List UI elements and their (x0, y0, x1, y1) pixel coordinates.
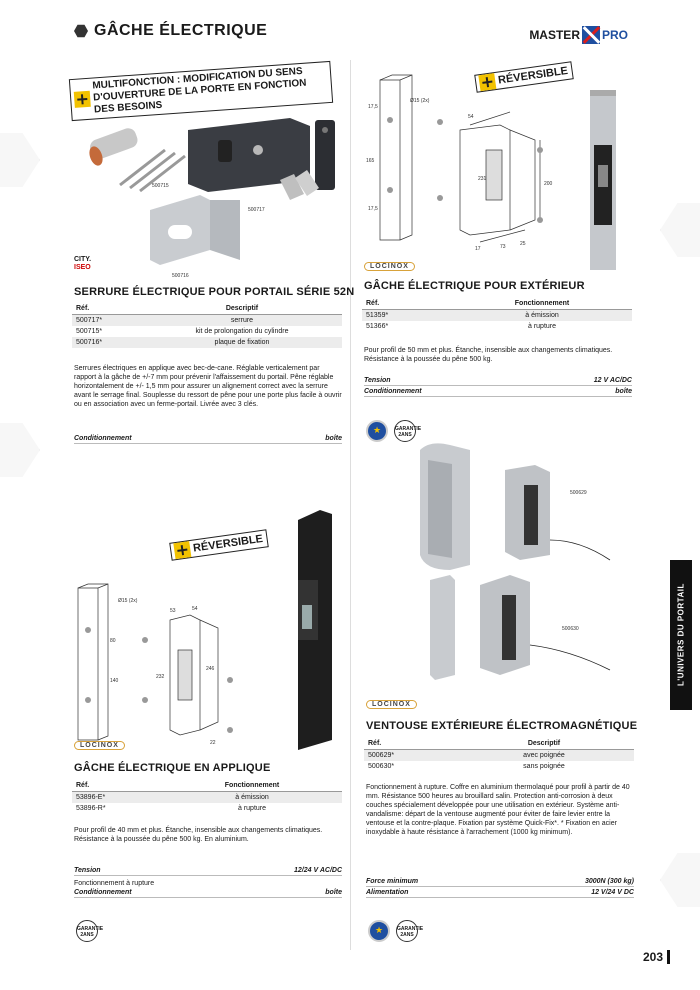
cond-label: Conditionnement (74, 435, 132, 442)
img-label-500716: 500716 (172, 273, 189, 279)
diagram-label: 17 (475, 246, 481, 252)
diagram-label: Ø15 (2x) (118, 598, 138, 604)
eu-quality-badge-icon (366, 420, 388, 442)
locinox-logo: LOCINOX (364, 262, 415, 271)
gache-applique-table (72, 780, 342, 814)
table-row (72, 803, 342, 814)
logo-pro: PRO (601, 28, 628, 42)
cell-desc: plaque de fixation (142, 337, 342, 348)
serrure-conditionnement (74, 434, 342, 444)
cell-ref: 500630* (368, 763, 395, 770)
table-row (72, 315, 342, 327)
img-label-500717: 500717 (248, 207, 265, 213)
tension-label: Tension (74, 867, 101, 874)
gache-applique-conditionnement (74, 888, 342, 898)
gache-applique-description: Pour profil de 40 mm et plus. Étanche, insensible aux changements climatiques. Résistance à la poussée du pêne 500 kg. En aluminium. (74, 827, 323, 843)
ventouse-title: VENTOUSE EXTÉRIEURE ÉLECTROMAGNÉTIQUE (366, 720, 638, 732)
masterpro-logo (529, 26, 628, 44)
table-row (72, 337, 342, 348)
lock-product-image (80, 110, 350, 280)
cell-ref: 500715* (76, 328, 103, 335)
cell-func: à rupture (237, 805, 267, 812)
th-desc: Descriptif (454, 738, 634, 750)
gache-exterieur-title: GÂCHE ÉLECTRIQUE POUR EXTÉRIEUR (364, 280, 585, 292)
locinox-logo: LOCINOX (74, 741, 125, 750)
alim-label: Alimentation (366, 889, 409, 896)
gache-exterieur-tension (364, 376, 632, 386)
gache-applique-tension (74, 866, 342, 876)
table-row (72, 792, 342, 804)
hexagon-icon (74, 24, 88, 38)
img-label-500715: 500715 (152, 183, 169, 189)
logo-master: MASTER (529, 28, 580, 42)
page-number: 203 (643, 950, 670, 964)
th-ref: Réf. (364, 738, 454, 750)
diagram-label: 22 (210, 740, 216, 746)
tension-label: Tension (364, 377, 391, 384)
th-func: Fonctionnement (452, 298, 632, 310)
cell-ref: 500717* (72, 315, 142, 327)
banner-text: RÉVERSIBLE (497, 64, 569, 87)
table-row (364, 750, 634, 762)
logo-cross-icon (582, 26, 600, 44)
table-row (362, 321, 632, 332)
diagram-label: 231 (478, 176, 487, 182)
cell-ref: 500716* (72, 337, 142, 348)
tension-value: 12 V AC/DC (593, 377, 632, 384)
diagram-label: Ø15 (2x) (410, 98, 430, 104)
cond-label: Conditionnement (364, 388, 422, 395)
cond-label: Conditionnement (74, 889, 132, 896)
cell-ref: 51366* (366, 323, 389, 330)
diagram-label: 73 (500, 244, 506, 250)
gache-exterieur-description: Pour profil de 50 mm et plus. Étanche, insensible aux changements climatiques. Résistance à la poussée du pêne 500 kg. (364, 347, 613, 363)
banner-text: MULTIFONCTION : MODIFICATION DU SENS D'OUVERTURE DE LA PORTE EN FONCTION DES BESOINS (92, 65, 307, 116)
th-ref: Réf. (362, 298, 452, 310)
gache-exterieur-conditionnement (364, 387, 632, 397)
cell-ref: 51359* (362, 310, 452, 322)
th-func: Fonctionnement (162, 780, 342, 792)
diagram-label: 165 (366, 158, 375, 164)
cell-desc: serrure (142, 315, 342, 327)
gache-applique-title: GÂCHE ÉLECTRIQUE EN APPLIQUE (74, 762, 271, 774)
diagram-label: 54 (468, 114, 474, 120)
cond-value: boîte (615, 388, 632, 395)
img-label-500630: 500630 (562, 626, 579, 632)
ventouse-force (366, 877, 634, 887)
diagram-label: 17,5 (368, 104, 378, 110)
serrure-title: SERRURE ÉLECTRIQUE POUR PORTAIL SÉRIE 52N (74, 286, 355, 298)
plus-icon (478, 73, 496, 91)
th-ref: Réf. (72, 303, 142, 315)
diagram-label: 53 (170, 608, 176, 614)
th-desc: Descriptif (142, 303, 342, 315)
serrure-table (72, 303, 342, 348)
img-label-500629: 500629 (570, 490, 587, 496)
diagram-label: 232 (156, 674, 165, 680)
cond-value: boîte (325, 889, 342, 896)
cell-desc: sans poignée (523, 763, 565, 770)
th-ref: Réf. (72, 780, 162, 792)
cell-func: à émission (162, 792, 342, 804)
guarantee-2ans-badge: GARANTIE 2ANS (396, 920, 418, 942)
ventouse-description: Fonctionnement à rupture. Coffre en aluminium thermolaqué pour profil à partir de 40 mm. Résistance 500 heures au brouillard salin. Protection anti-corrosion à deux couches spécialement développée pour une utilisation en extérieur. Système anti-vandalisme: départ de la ventouse augmenté pour éviter de faire levier entre la ventouse et la contre-plaque. Fixation par système Quick-Fix*. * Fixation en acier inoxydable à haute résistance à l'arrachement (1000 kg minimum). (366, 784, 630, 836)
cell-ref: 53896-E* (72, 792, 162, 804)
serrure-description: Serrures électriques en applique avec bec-de-cane. Réglable verticalement par rapport à la gâche de +/-7 mm pour prévenir l'affaissement du portail. Pêne réglable horizontalement de +/- 1,5 mm pour assurer un alignement correct avec la serrure avant le serrage final. Souplesse du ressort de pêne pour une porte plus facile à ouvrir ou en association avec un ferme-portail. Livrée avec 3 clés. (74, 365, 342, 408)
table-row (362, 310, 632, 322)
gache-exterieur-table (362, 298, 632, 332)
cell-func: à rupture (527, 323, 557, 330)
city-logo-text: CITY. (74, 256, 92, 263)
alim-value: 12 V/24 V DC (591, 889, 634, 896)
guarantee-2ans-badge: GARANTIE 2ANS (76, 920, 98, 942)
banner-text: RÉVERSIBLE (192, 532, 264, 555)
table-row (364, 761, 634, 772)
side-tab-univers-portail: L'UNIVERS DU PORTAIL (670, 560, 692, 710)
diagram-label: 246 (206, 666, 215, 672)
cell-ref: 53896-R* (76, 805, 106, 812)
page-title-text: GÂCHE ÉLECTRIQUE (94, 22, 268, 39)
column-divider (350, 60, 351, 950)
ventouse-alimentation (366, 888, 634, 898)
city-iseo-logo (74, 256, 91, 272)
ventouse-product-image (410, 430, 640, 680)
locinox-logo: LOCINOX (366, 700, 417, 709)
table-row (72, 326, 342, 337)
gache-exterieur-diagram (360, 70, 640, 270)
cell-ref: 500629* (364, 750, 454, 762)
plus-icon (173, 541, 191, 559)
diagram-label: 54 (192, 606, 198, 612)
cell-func: à émission (452, 310, 632, 322)
cond-value: boîte (325, 435, 342, 442)
eu-quality-badge-icon (368, 920, 390, 942)
guarantee-2ans-badge: GARANTIE 2ANS (394, 420, 416, 442)
tension-value: 12/24 V AC/DC (294, 867, 342, 874)
cell-desc: kit de prolongation du cylindre (195, 328, 289, 335)
iseo-logo-text: ISEO (74, 264, 91, 271)
cell-desc: avec poignée (454, 750, 634, 762)
diagram-label: 80 (110, 638, 116, 644)
force-value: 3000N (300 kg) (584, 878, 634, 885)
force-label: Force minimum (366, 878, 419, 885)
diagram-label: 17,5 (368, 206, 378, 212)
diagram-label: 200 (544, 181, 553, 187)
gache-applique-extra: Fonctionnement à rupture (74, 880, 155, 887)
page-title (74, 22, 267, 40)
ventouse-table (364, 738, 634, 772)
plus-icon (74, 91, 91, 108)
diagram-label: 140 (110, 678, 119, 684)
diagram-label: 25 (520, 241, 526, 247)
